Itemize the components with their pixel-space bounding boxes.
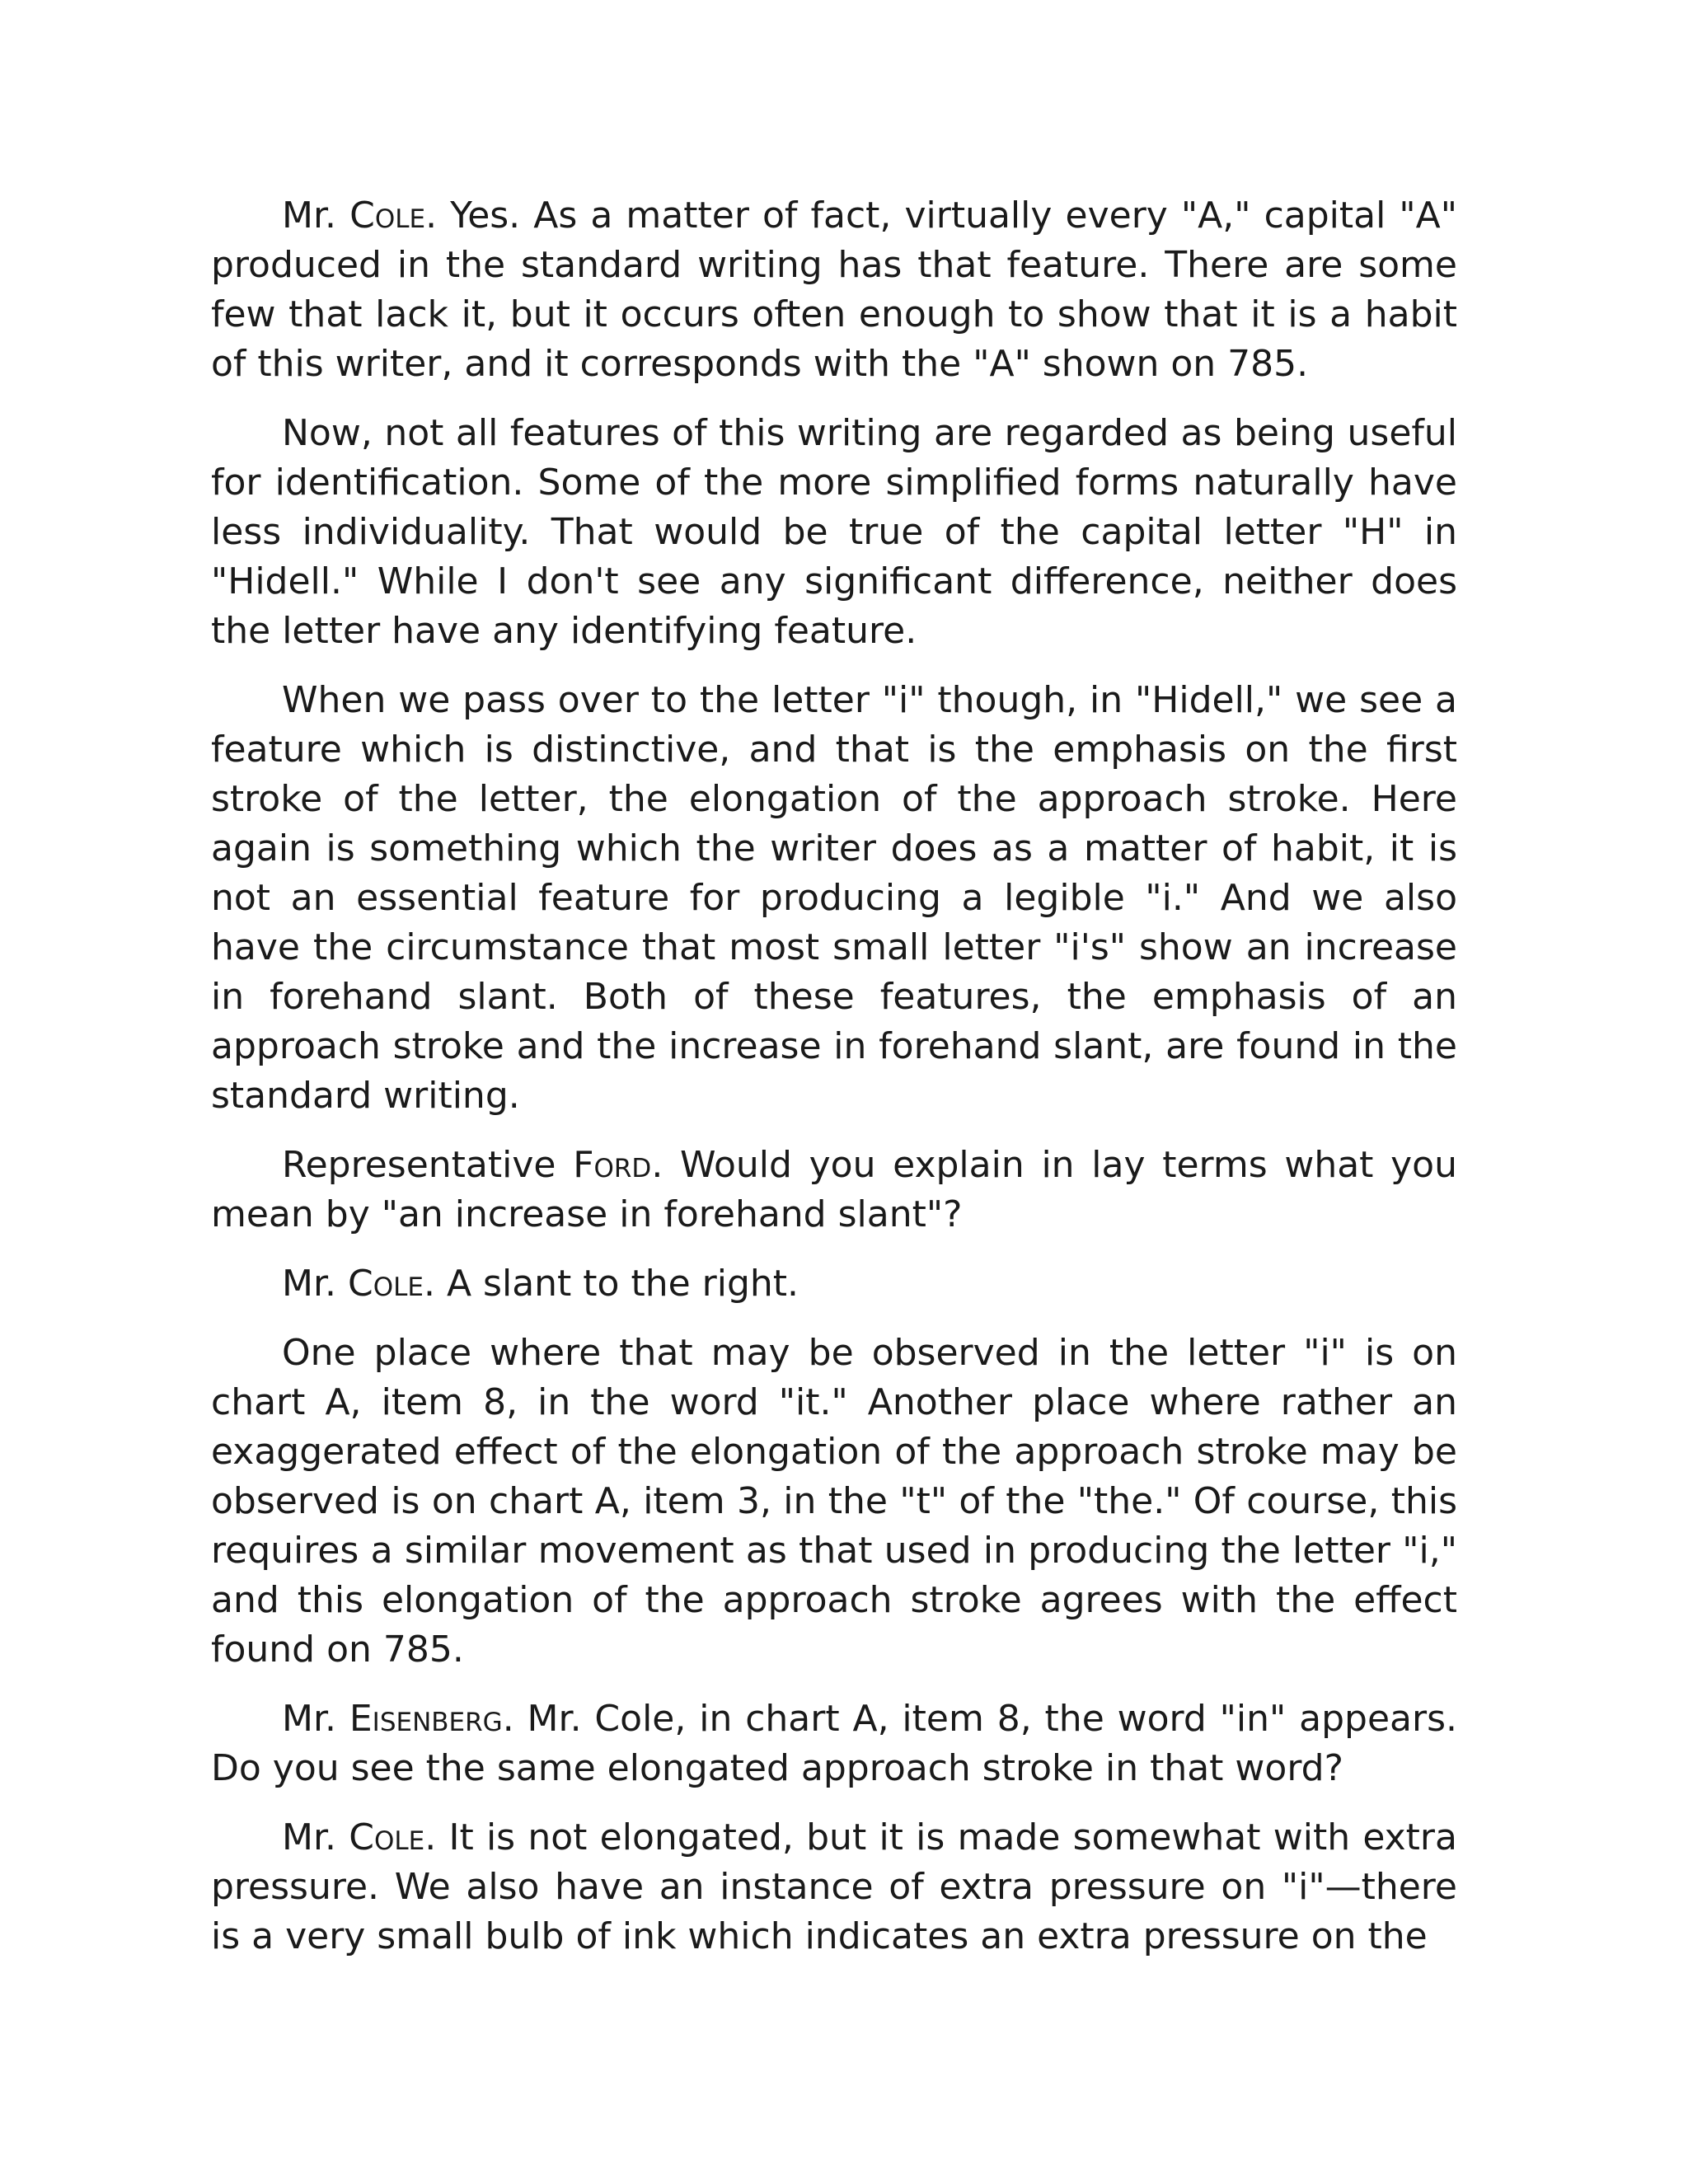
paragraph-text: . It is not elongated, but it is made somewhat with extra pressure. We also have an instance of extra pressure on "i"—there is a very small bulb of ink which indicates an extra pressure on the (211, 1816, 1457, 1957)
speaker-prefix: Mr. (282, 1816, 349, 1858)
speaker-name: Cole (349, 1816, 425, 1858)
paragraph-text: . A slant to the right. (423, 1263, 799, 1305)
paragraph (211, 1694, 1457, 1793)
speaker-name: Eisenberg (349, 1698, 503, 1740)
document-page (211, 191, 1457, 1981)
speaker-prefix: Mr. (282, 1698, 349, 1740)
speaker-name: Ford (573, 1144, 652, 1186)
speaker-prefix: Representative (282, 1144, 574, 1186)
speaker-prefix: Mr. (282, 194, 350, 237)
paragraph-text: . Mr. Cole, in chart A, item 8, the word "in" appears. Do you see the same elongated approach stroke in that word? (211, 1698, 1457, 1789)
speaker-name: Cole (349, 194, 426, 237)
paragraph (211, 191, 1457, 389)
speaker-name: Cole (348, 1263, 424, 1305)
paragraph (211, 1813, 1457, 1961)
paragraph (211, 1329, 1457, 1675)
paragraph (211, 1259, 1457, 1309)
paragraph (211, 409, 1457, 656)
paragraph-text: One place where that may be observed in the letter "i" is on chart A, item 8, in the word "it." Another place where rather an exaggerated effect of the elongation of the approach stroke may be observed is on chart A, item 3, in the "t" of the "the." Of course, this requires a similar movement as that used in producing the letter "i," and this elongation of the approach stroke agrees with the effect found on 785. (211, 1332, 1457, 1671)
paragraph (211, 1141, 1457, 1240)
paragraph (211, 676, 1457, 1121)
paragraph-text: . Would you explain in lay terms what you mean by "an increase in forehand slant"? (211, 1144, 1457, 1235)
paragraph-text: Now, not all features of this writing are regarded as being useful for identification. Some of the more simplified forms naturally have less individuality. That would be true of the capital letter "H" in "Hidell." While I don't see any significant difference, neither does the letter have any identifying feature. (211, 412, 1457, 652)
paragraph-text: . Yes. As a matter of fact, virtually every "A," capital "A" produced in the standard writing has that feature. There are some few that lack it, but it occurs often enough to show that it is a habit of this writer, and it corresponds with the "A" shown on 785. (211, 194, 1457, 385)
paragraph-text: When we pass over to the letter "i" though, in "Hidell," we see a feature which is distinctive, and that is the emphasis on the first stroke of the letter, the elongation of the approach stroke. Here again is something which the writer does as a matter of habit, it is not an essential feature for producing a legible "i." And we also have the circumstance that most small letter "i's" show an increase in forehand slant. Both of these features, the emphasis of an approach stroke and the increase in forehand slant, are found in the standard writing. (211, 679, 1457, 1117)
speaker-prefix: Mr. (282, 1263, 348, 1305)
